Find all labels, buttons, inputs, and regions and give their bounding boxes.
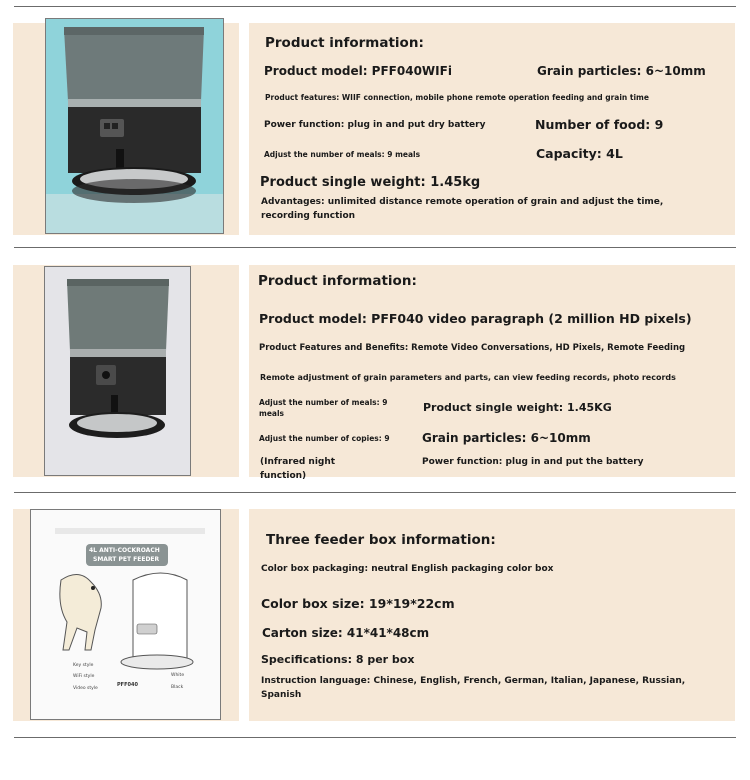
section2-features: Product Features and Benefits: Remote Video Conversations, HD Pixels, Remote Feeding [259, 343, 686, 353]
section2-copies: Adjust the number of copies: 9 [259, 434, 390, 443]
section3-spec: Specifications: 8 per box [261, 653, 415, 666]
section2-heading: Product information: [258, 273, 417, 289]
video-feeder-image [45, 267, 190, 475]
section1-meals: Adjust the number of meals: 9 meals [264, 150, 421, 159]
divider-top [14, 6, 736, 7]
box-banner-line2: SMART PET FEEDER [93, 556, 160, 563]
section3-box-size: Color box size: 19*19*22cm [261, 596, 455, 611]
section2-power: Power function: plug in and put the battery [422, 457, 644, 467]
section1-model: Product model: PFF040WIFi [264, 64, 452, 78]
section1-advantages: Advantages: unlimited distance remote operation of grain and adjust the time, recording function [261, 197, 664, 221]
section3-box-photo [30, 509, 221, 720]
divider-1 [14, 247, 736, 248]
section1-product-photo [45, 18, 224, 234]
section2-infrared: (Infrared night function) [260, 457, 336, 481]
box-banner-line1: 4L ANTI-COCKROACH [89, 547, 160, 554]
section3-language: Instruction language: Chinese, English, French, German, Italian, Japanese, Russian, Spanish [261, 676, 686, 700]
box-opt-wifi: WiFi style [73, 674, 95, 679]
section2-product-photo [44, 266, 191, 476]
divider-2 [14, 492, 736, 493]
section1-weight: Product single weight: 1.45kg [260, 175, 481, 190]
wifi-feeder-image [46, 19, 223, 233]
box-opt-key: Key style [73, 663, 94, 668]
box-opt-black: Black [171, 685, 184, 690]
section1-power: Power function: plug in and put dry battery [264, 120, 486, 130]
section2-remote: Remote adjustment of grain parameters and parts, can view feeding records, photo records [260, 373, 676, 382]
section1-features: Product features: WIIF connection, mobile phone remote operation feeding and grain time [265, 93, 649, 102]
section3-packaging: Color box packaging: neutral English packaging color box [261, 564, 554, 574]
section2-weight: Product single weight: 1.45KG [423, 401, 612, 414]
section1-heading: Product information: [265, 35, 424, 51]
section3-carton: Carton size: 41*41*48cm [262, 626, 430, 640]
section1-food: Number of food: 9 [535, 117, 664, 132]
section2-grain: Grain particles: 6~10mm [422, 431, 591, 445]
section1-capacity: Capacity: 4L [536, 146, 623, 161]
box-opt-white: White [171, 673, 185, 678]
divider-bottom [14, 737, 736, 738]
box-opt-video: Video style [73, 686, 98, 691]
section3-heading: Three feeder box information: [266, 532, 496, 548]
box-model: PFF040 [117, 682, 138, 688]
section2-meals: Adjust the number of meals: 9 meals [259, 398, 388, 418]
section1-grain: Grain particles: 6~10mm [537, 64, 706, 78]
section2-model: Product model: PFF040 video paragraph (2 million HD pixels) [259, 311, 692, 326]
